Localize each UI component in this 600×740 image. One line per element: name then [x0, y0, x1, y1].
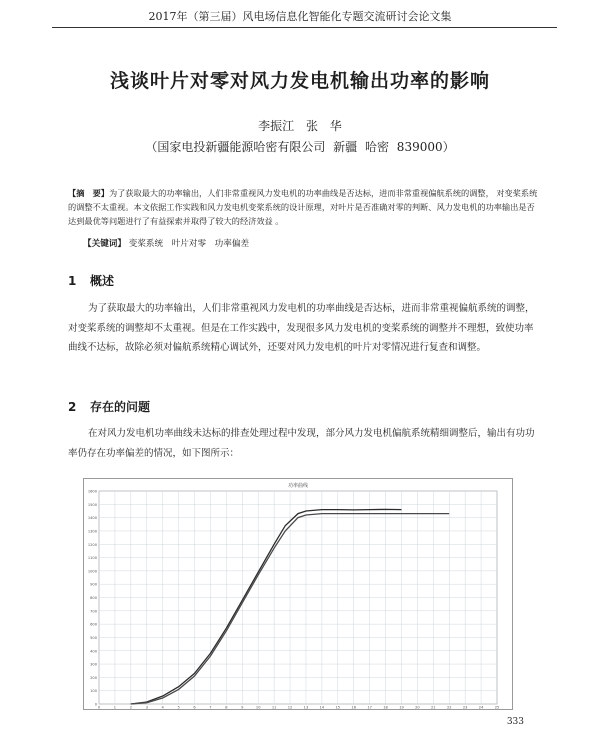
y-tick-label: 300 — [90, 662, 97, 667]
y-tick-label: 200 — [90, 675, 97, 680]
x-tick-label: 17 — [367, 705, 372, 710]
abstract — [68, 186, 540, 228]
y-tick-label: 1500 — [87, 502, 97, 507]
running-header: 2017年（第三届）风电场信息化智能化专题交流研讨会论文集 — [148, 10, 452, 23]
section-2-heading — [68, 398, 150, 415]
y-tick-label: 700 — [90, 609, 97, 614]
x-tick-label: 8 — [225, 705, 228, 710]
x-tick-label: 23 — [462, 705, 468, 710]
y-tick-label: 1100 — [87, 556, 97, 561]
x-tick-label: 6 — [193, 705, 196, 710]
x-tick-label: 25 — [494, 705, 500, 710]
x-tick-label: 16 — [351, 705, 357, 710]
paper-title: 浅谈叶片对零对风力发电机输出功率的影响 — [109, 70, 490, 92]
keywords-label: 【关键词】 — [83, 239, 126, 249]
authors: 李振江 张 华 — [258, 119, 342, 133]
x-tick-label: 11 — [271, 705, 277, 710]
y-tick-label: 400 — [90, 649, 97, 654]
section-1-heading — [68, 272, 114, 289]
y-tick-label: 1000 — [87, 569, 97, 574]
section-1-number: 1 — [68, 274, 77, 288]
x-tick-label: 12 — [287, 705, 293, 710]
x-tick-label: 24 — [478, 705, 484, 710]
section-2-number: 2 — [68, 400, 77, 414]
y-tick-label: 900 — [90, 582, 97, 587]
x-tick-label: 15 — [335, 705, 341, 710]
section-1-title: 概述 — [90, 274, 115, 288]
y-tick-label: 800 — [90, 596, 97, 600]
x-tick-label: 7 — [209, 705, 212, 710]
x-tick-label: 13 — [303, 705, 309, 710]
x-tick-label: 2 — [129, 705, 132, 710]
page-number: 333 — [506, 717, 524, 727]
section-2-paragraph: 在对风力发电机功率曲线未达标的排查处理过程中发现，部分风力发电机偏航系统精细调整后，输出有功功率仍存在功率偏差的情况，如下图所示： — [68, 428, 535, 459]
x-tick-label: 22 — [446, 705, 452, 710]
y-tick-label: 1600 — [87, 489, 97, 494]
y-tick-label: 1300 — [87, 529, 97, 534]
abstract-text: 为了获取最大的功率输出，人们非常重视风力发电机的功率曲线是否达标，进而非常重视偏航系统的调整， 对变桨系统的调整不太重视。本文依据工作实践和风力发电机变桨系统的设计原理，对叶片是否准确对零的判断、风力发电机的功率输出是否达到最优等问题进行了有益探索并取得了较大的经济效益 。 — [68, 188, 538, 226]
y-tick-label: 0 — [94, 702, 97, 707]
power-curve-chart — [83, 478, 513, 710]
x-tick-label: 5 — [177, 705, 180, 710]
x-tick-label: 10 — [255, 705, 261, 710]
y-tick-label: 100 — [90, 689, 97, 694]
y-tick-label: 1400 — [87, 516, 97, 521]
section-2-title: 存在的问题 — [90, 400, 151, 414]
header-rule — [52, 27, 557, 28]
x-tick-label: 4 — [161, 705, 164, 710]
x-tick-label: 19 — [399, 705, 404, 710]
x-tick-label: 3 — [145, 705, 148, 710]
affiliation: （国家电投新疆能源哈密有限公司 新疆 哈密 839000） — [145, 140, 455, 154]
x-tick-label: 18 — [383, 705, 388, 710]
x-tick-label: 21 — [431, 705, 436, 710]
keywords — [83, 237, 538, 249]
y-tick-label: 600 — [90, 622, 97, 627]
x-tick-label: 1 — [113, 705, 117, 710]
x-tick-label: 14 — [319, 705, 325, 710]
x-tick-label: 20 — [415, 705, 420, 710]
chart-title: 功率曲线 — [287, 483, 309, 489]
section-1-paragraph: 为了获取最大的功率输出，人们非常重视风力发电机的功率曲线是否达标，进而非常重视偏航系统的调整，对变桨系统的调整却不太重视。但是在工作实践中，发现很多风力发电机的变桨系统的调整并不理想，致使功率曲线不达标，故除必须对偏航系统精心调试外，还要对风力发电机的叶片对零情况进行复查和调整。 — [68, 303, 535, 353]
y-tick-label: 1200 — [87, 542, 97, 547]
y-tick-label: 500 — [90, 635, 97, 640]
x-tick-label: 9 — [241, 705, 244, 710]
keywords-text: 变桨系统 叶片对零 功率偏差 — [128, 239, 250, 249]
abstract-label: 【摘 要】 — [68, 188, 109, 198]
x-tick-label: 0 — [97, 705, 101, 710]
